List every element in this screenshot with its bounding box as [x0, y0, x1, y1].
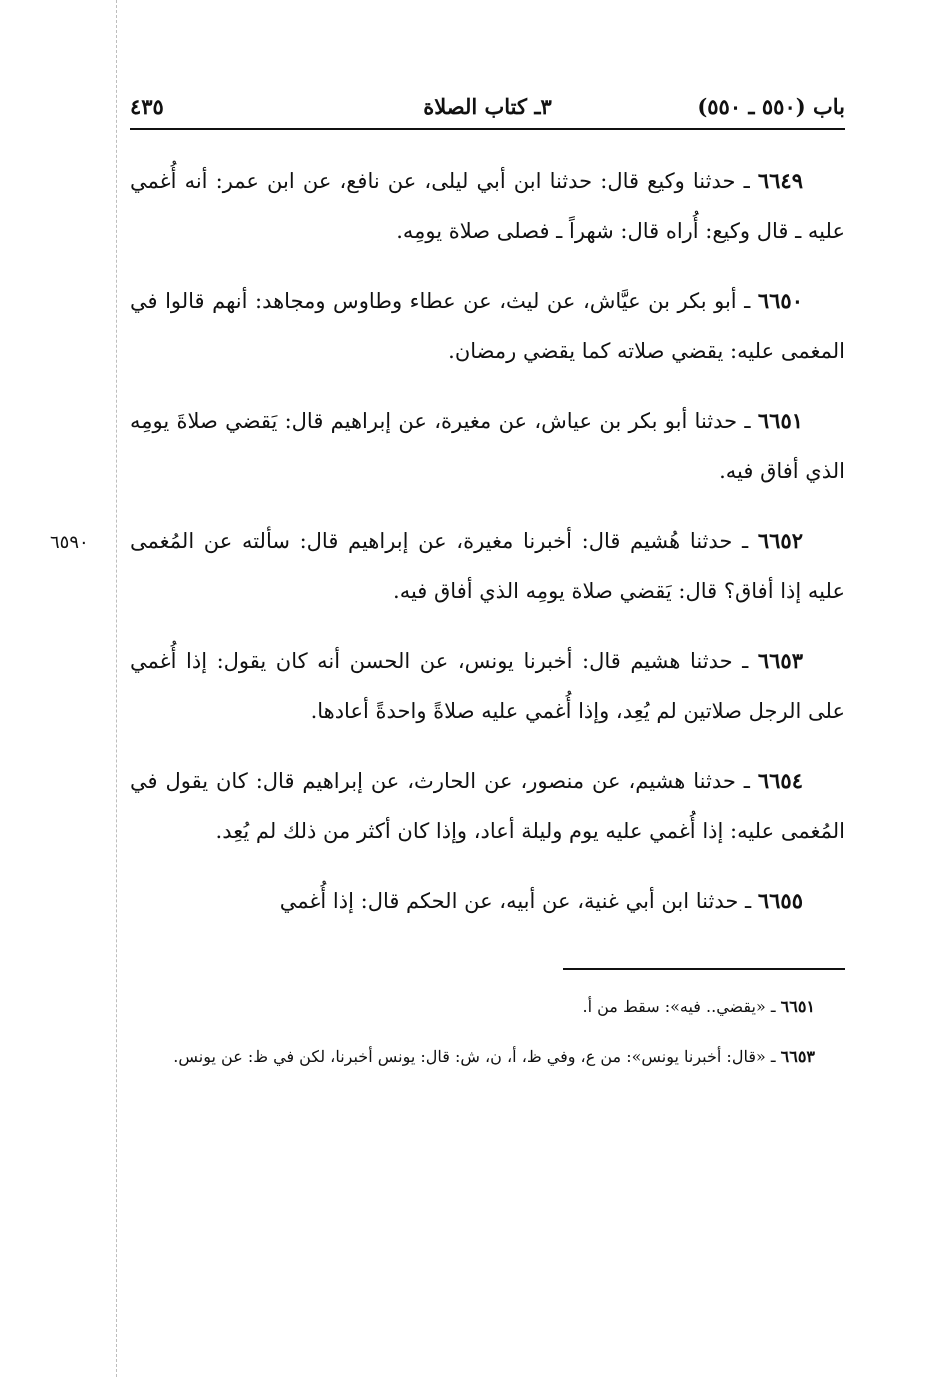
footnote-number: ٦٦٥٣ [780, 1047, 815, 1066]
footnote [130, 988, 845, 1026]
entry-number: ٦٦٥٥ [757, 888, 803, 913]
entry-text: ـ حدثنا هشيم، عن منصور، عن الحارث، عن إبراهيم قال: كان يقول في المُغمى عليه: إذا أُغمي عليه يوم وليلة أعاد، وإذا كان أكثر من ذلك لم يُعِد. [130, 769, 845, 843]
entry-text: ـ حدثنا هُشيم قال: أخبرنا مغيرة، عن إبراهيم قال: سألته عن المُغمى عليه إذا أفاق؟ قال: يَقضي صلاة يومِه الذي أفاق فيه. [130, 529, 845, 603]
chapter-heading: باب (٥٥٠ ـ ٥٥٠) [697, 94, 845, 119]
entry-number: ٦٦٥١ [757, 408, 804, 433]
entry-text: ـ حدثنا ابن أبي غنية، عن أبيه، عن الحكم قال: إذا أُغمي [279, 889, 752, 913]
page-number: ٤٣٥ [130, 94, 164, 119]
entry-number: ٦٦٥٤ [757, 768, 803, 793]
running-header [130, 86, 845, 128]
hadith-entry [130, 276, 845, 376]
book-page [50, 86, 845, 1076]
hadith-entry [130, 636, 845, 736]
header-rule [130, 128, 845, 130]
margin-reference-number: ٦٥٩٠ [50, 532, 89, 553]
footnote-number: ٦٦٥١ [780, 997, 815, 1016]
entry-number: ٦٦٥٣ [757, 648, 803, 673]
margin-guide-line [116, 0, 117, 1377]
entry-number: ٦٦٤٩ [757, 168, 803, 193]
footnote-text: ـ «قال: أخبرنا يونس»: من ع، وفي ظ، أ، ن، ش: قال: يونس أخبرنا، لكن في ظ: عن يونس. [173, 1047, 776, 1066]
hadith-entry [50, 516, 845, 616]
entry-text: ـ حدثنا وكيع قال: حدثنا ابن أبي ليلى، عن نافع، عن ابن عمر: أنه أُغمي عليه ـ قال وكيع: أُراه قال: شهراً ـ فصلى صلاة يومِه. [130, 169, 845, 243]
book-title: ٣ـ كتاب الصلاة [423, 94, 552, 119]
hadith-entry [130, 156, 845, 256]
hadith-entry [130, 756, 845, 856]
entry-number: ٦٦٥٢ [757, 528, 803, 553]
footnote-text: ـ «يقضي.. فيه»: سقط من أ. [582, 997, 776, 1016]
hadith-entry [130, 396, 845, 496]
entry-text: ـ أبو بكر بن عيَّاش، عن ليث، عن عطاء وطاوس ومجاهد: أنهم قالوا في المغمى عليه: يقضي صلاته كما يقضي رمضان. [130, 289, 845, 363]
entry-text: ـ حدثنا هشيم قال: أخبرنا يونس، عن الحسن أنه كان يقول: إذا أُغمي على الرجل صلاتين لم يُعِد، وإذا أُغمي عليه صلاةً واحدةً أعادها. [130, 649, 845, 723]
footnote-separator [563, 968, 845, 970]
entry-number: ٦٦٥٠ [757, 288, 803, 313]
hadith-entry [130, 876, 845, 926]
entry-text: ـ حدثنا أبو بكر بن عياش، عن مغيرة، عن إبراهيم قال: يَقضي صلاةَ يومِه الذي أفاق فيه. [130, 409, 845, 483]
footnote [130, 1038, 845, 1076]
